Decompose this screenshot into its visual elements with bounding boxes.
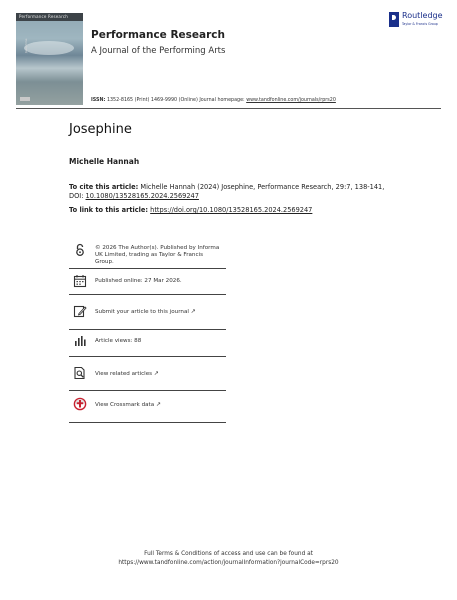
- info-divider: [69, 268, 226, 269]
- article-author: Michelle Hannah: [69, 157, 140, 166]
- cover-title-text: Performance Research: [19, 14, 68, 19]
- published-date: Published online: 27 Mar 2026.: [95, 278, 182, 284]
- external-link-icon: ↗: [153, 370, 159, 377]
- article-link[interactable]: https://doi.org/10.1080/13528165.2024.2569247: [150, 206, 313, 214]
- footer-terms-link[interactable]: https://www.tandfonline.com/action/journalInformation?journalCode=rprs20: [118, 560, 339, 566]
- calendar-icon: [73, 274, 87, 288]
- cover-publisher-mark: [20, 97, 30, 101]
- submit-article-link[interactable]: Submit your article to this journal ↗: [95, 308, 196, 315]
- cover-spine-text: Josephine: [24, 38, 28, 53]
- issn-label: ISSN:: [91, 98, 106, 103]
- journal-subtitle: A Journal of the Performing Arts: [91, 46, 226, 56]
- info-divider: [69, 356, 226, 357]
- journal-homepage-link[interactable]: www.tandfonline.com/journals/rprs20: [246, 98, 336, 103]
- external-link-icon: ↗: [155, 401, 161, 408]
- doi-label: DOI:: [69, 192, 84, 200]
- doi-link[interactable]: 10.1080/13528165.2024.2569247: [85, 192, 199, 200]
- cover-artwork: [24, 41, 74, 55]
- footer-terms: Full Terms & Conditions of access and use can be found at: [144, 551, 313, 557]
- journal-cover[interactable]: [16, 13, 83, 105]
- issn-line: [91, 98, 336, 103]
- bar-chart-icon: [73, 334, 87, 348]
- issn-numbers: 1352-8165 (Print) 1469-9990 (Online) Journal homepage:: [106, 98, 245, 103]
- crossmark-link[interactable]: View Crossmark data ↗: [95, 401, 161, 408]
- doi-line: [69, 192, 199, 200]
- info-divider: [69, 390, 226, 391]
- citation-label: To cite this article:: [69, 183, 139, 191]
- info-divider: [69, 294, 226, 295]
- publisher-name: Routledge: [402, 11, 443, 20]
- link-label: To link to this article:: [69, 206, 149, 214]
- edit-icon: [73, 304, 87, 318]
- cover-title-strip: [16, 13, 83, 21]
- search-document-icon: [73, 366, 87, 380]
- citation-line: [69, 183, 384, 191]
- open-access-icon: [73, 243, 87, 257]
- related-articles-link[interactable]: View related articles ↗: [95, 370, 159, 377]
- info-divider: [69, 329, 226, 330]
- article-title: Josephine: [69, 122, 132, 137]
- article-link-line: [69, 206, 312, 214]
- routledge-logo-icon: [389, 12, 399, 27]
- header-divider: [16, 108, 441, 109]
- crossmark-icon: [73, 397, 87, 411]
- info-divider: [69, 422, 226, 423]
- citation-text: Michelle Hannah (2024) Josephine, Performance Research, 29:7, 138-141,: [140, 183, 385, 191]
- article-views: Article views: 88: [95, 338, 142, 344]
- external-link-icon: ↗: [190, 308, 196, 315]
- publisher-tagline: Taylor & Francis Group: [402, 22, 438, 26]
- journal-title: Performance Research: [91, 29, 225, 41]
- publisher-logo: [389, 12, 449, 29]
- license-text: © 2026 The Author(s). Published by Informa UK Limited, trading as Taylor & Francis Group.: [95, 245, 220, 265]
